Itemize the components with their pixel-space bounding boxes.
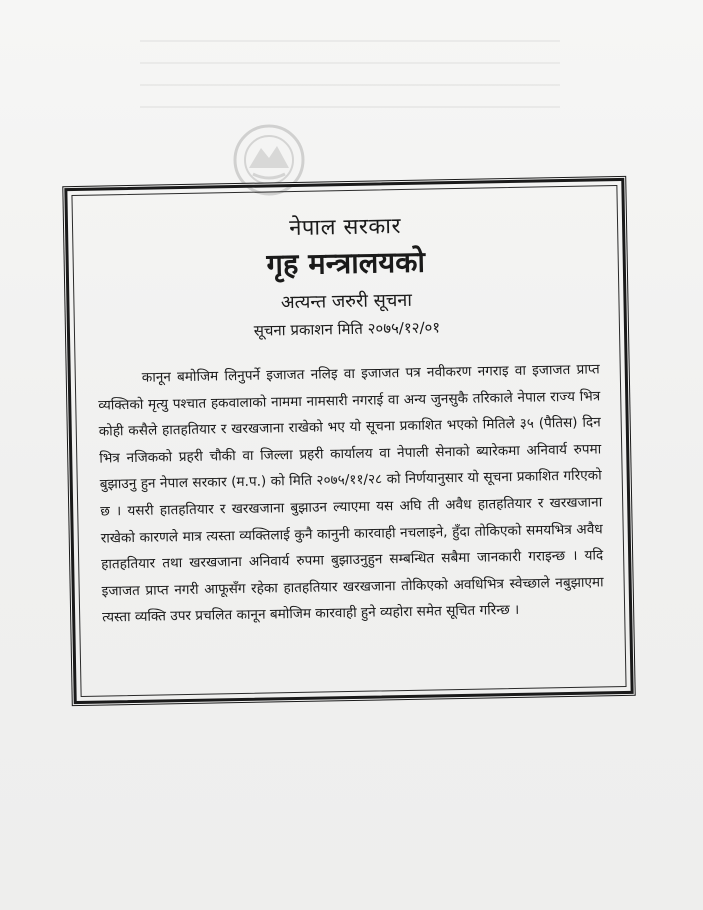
show-through-text: [140, 40, 560, 120]
notice-border-frame: [64, 178, 633, 704]
ministry-title: गृह मन्त्रालयको: [266, 244, 426, 282]
publication-date: सूचना प्रकाशन मिति २०७५/१२/०१: [253, 318, 441, 340]
government-title: नेपाल सरकार: [288, 214, 402, 242]
notice-content: [71, 185, 626, 697]
notice-body-paragraph: कानून बमोजिम लिनुपर्ने इजाजत नलिइ वा इजाजत पत्र नवीकरण नगराइ वा इजाजत प्राप्त व्यक्तिको मृत्यु पश्चात हकवालाको नाममा नामसारी नगराई वा अन्य जुनसुकै तरिकाले नेपाल राज्य भित्र कोही कसैले हातहतियार र खरखजाना राखेको भए यो सूचना प्रकाशित भएको मितिले ३५ (पैतिस) दिन भित्र नजिकको प्रहरी चौकी वा जिल्ला प्रहरी कार्यालय वा नेपाली सेनाको ब्यारेकमा अनिवार्य रुपमा बुझाउनु हुन नेपाल सरकार (म.प.) को मिति २०७५/११/२८ को निर्णयानुसार यो सूचना प्रकाशित गरिएको छ । यसरी हातहतियार र खरखजाना बुझाउन ल्याएमा यस अघि ती अवैध हातहतियार र खरखजाना राखेको कारणले मात्र त्यस्ता व्यक्तिलाई कुनै कानुनी कारवाही नचलाइने, हुँदा तोकिएको समयभित्र अवैध हातहतियार तथा खरखजाना अनिवार्य रुपमा बुझाउनुहुन सम्बन्धित सबैमा जानकारी गराइन्छ । यदि इजाजत प्राप्त नगरी आफूसँग रहेका हातहतियार खरखजाना तोकिएको अवधिभित्र स्वेच्छाले नबुझाएमा त्यस्ता व्यक्ति उपर प्रचलित कानून बमोजिम कारवाही हुने व्यहोरा समेत सूचित गरिन्छ ।: [98, 361, 604, 626]
notice-heading: अत्यन्त जरुरी सूचना: [280, 289, 413, 314]
